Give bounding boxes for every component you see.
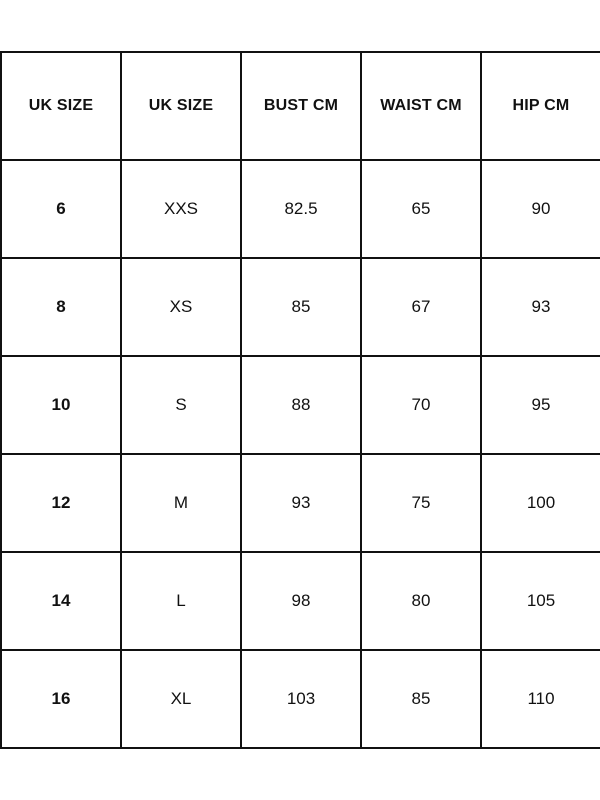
cell-bust-cm: 88 xyxy=(241,356,361,454)
cell-hip-cm: 110 xyxy=(481,650,600,748)
cell-waist-cm: 85 xyxy=(361,650,481,748)
cell-hip-cm: 90 xyxy=(481,160,600,258)
cell-uk-size-letter: XS xyxy=(121,258,241,356)
cell-waist-cm: 65 xyxy=(361,160,481,258)
cell-uk-size-numeric: 14 xyxy=(1,552,121,650)
cell-uk-size-numeric: 10 xyxy=(1,356,121,454)
header-waist-cm: WAIST CM xyxy=(361,52,481,160)
cell-uk-size-letter: L xyxy=(121,552,241,650)
cell-hip-cm: 105 xyxy=(481,552,600,650)
table-row xyxy=(1,454,600,552)
cell-uk-size-letter: XL xyxy=(121,650,241,748)
cell-uk-size-numeric: 8 xyxy=(1,258,121,356)
cell-bust-cm: 93 xyxy=(241,454,361,552)
cell-waist-cm: 67 xyxy=(361,258,481,356)
cell-uk-size-letter: M xyxy=(121,454,241,552)
cell-bust-cm: 85 xyxy=(241,258,361,356)
cell-waist-cm: 70 xyxy=(361,356,481,454)
cell-hip-cm: 95 xyxy=(481,356,600,454)
table-row xyxy=(1,552,600,650)
header-uk-size-letter: UK SIZE xyxy=(121,52,241,160)
cell-waist-cm: 75 xyxy=(361,454,481,552)
cell-uk-size-numeric: 6 xyxy=(1,160,121,258)
cell-bust-cm: 98 xyxy=(241,552,361,650)
table-row xyxy=(1,258,600,356)
cell-uk-size-letter: S xyxy=(121,356,241,454)
table-row xyxy=(1,160,600,258)
cell-bust-cm: 82.5 xyxy=(241,160,361,258)
header-uk-size-numeric: UK SIZE xyxy=(1,52,121,160)
cell-waist-cm: 80 xyxy=(361,552,481,650)
size-chart-table xyxy=(0,51,600,749)
table-row xyxy=(1,356,600,454)
table-row xyxy=(1,650,600,748)
cell-hip-cm: 93 xyxy=(481,258,600,356)
cell-uk-size-numeric: 12 xyxy=(1,454,121,552)
cell-uk-size-letter: XXS xyxy=(121,160,241,258)
header-row xyxy=(1,52,600,160)
cell-hip-cm: 100 xyxy=(481,454,600,552)
header-hip-cm: HIP CM xyxy=(481,52,600,160)
header-bust-cm: BUST CM xyxy=(241,52,361,160)
cell-bust-cm: 103 xyxy=(241,650,361,748)
cell-uk-size-numeric: 16 xyxy=(1,650,121,748)
